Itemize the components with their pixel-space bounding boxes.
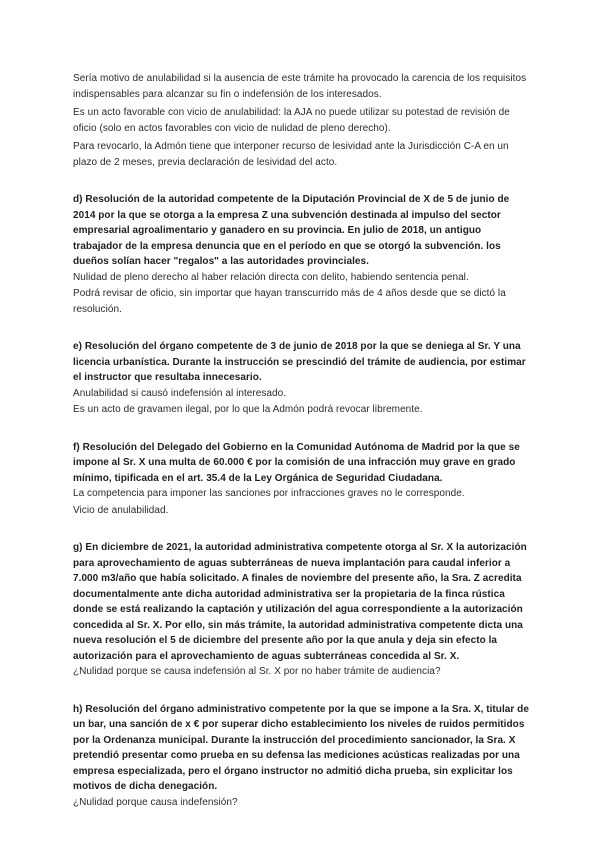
case-answer: Nulidad de pleno derecho al haber relación directa con delito, habiendo sentencia penal. xyxy=(73,271,469,283)
intro-paragraphs xyxy=(73,71,530,170)
case-answer: Es un acto de gravamen ilegal, por lo que la Admón podrá revocar libremente. xyxy=(73,404,423,415)
case-e xyxy=(73,339,530,418)
case-f xyxy=(73,440,530,519)
case-answer: Vicio de anulabilidad. xyxy=(73,504,169,516)
case-question: h) Resolución del órgano administrativo competente por la que se impone a la Sra. X, titular de un bar, una sanción de x € por superar dicho establecimiento los niveles de ruidos permitidos por la Ordenanza municipal. Durante la instrucción del procedimiento sancionador, la Sra. X pretendió presentar como prueba en su defensa las mediciones acústicas realizadas por una empresa especializada, pero el órgano instructor no admitió dicha prueba, sin explicitar los motivos de dicha denegación. xyxy=(73,703,529,792)
case-question: g) En diciembre de 2021, la autoridad administrativa competente otorga al Sr. X la autorización para aprovechamiento de aguas subterráneas de nueva implantación para caudal inferior a 7.000 m3/año que había solicitado. A finales de noviembre del presente año, la Sra. Z acredita documentalmente ante dicha autoridad administrativa ser la propietaria de la finca rústica donde se está realizando la captación y utilización del agua correspondiente a la autorización concedida al Sr. X. Por ello, sin más trámite, la autoridad administrativa competente dicta una nueva resolución el 5 de diciembre del presente año por la que anula y deja sin efecto la autorización para el aprovechamiento de aguas subterráneas concedida al Sr. X. xyxy=(73,542,527,662)
case-h xyxy=(73,702,530,811)
case-answer: Podrá revisar de oficio, sin importar que hayan transcurrido más de 4 años desde que se dictó la resolución. xyxy=(73,288,506,315)
intro-paragraph: Para revocarlo, la Admón tiene que interponer recurso de lesividad ante la Jurisdicción C-A en un plazo de 2 meses, previa declaración de lesividad del acto. xyxy=(73,141,509,168)
case-answer: La competencia para imponer las sanciones por infracciones graves no le corresponde. xyxy=(73,488,465,499)
case-g xyxy=(73,540,530,680)
case-answer: Anulabilidad si causó indefensión al interesado. xyxy=(73,387,287,399)
intro-paragraph: Sería motivo de anulabilidad si la ausencia de este trámite ha provocado la carencia de los requisitos indispensables para alcanzar su fin o indefensión de los interesados. xyxy=(73,73,527,100)
case-question: f) Resolución del Delegado del Gobierno en la Comunidad Autónoma de Madrid por la que se impone al Sr. X una multa de 60.000 € por la comisión de una infracción muy grave en grado mínimo, tipificada en el art. 35.4 de la Ley Orgánica de Seguridad Ciudadana. xyxy=(73,441,520,484)
case-answer: ¿Nulidad porque se causa indefensión al Sr. X por no haber trámite de audiencia? xyxy=(73,666,441,677)
intro-paragraph: Es un acto favorable con vicio de anulabilidad: la AJA no puede utilizar su potestad de revisión de oficio (solo en actos favorables con vicio de nulidad de pleno derecho). xyxy=(73,107,510,134)
case-answer: ¿Nulidad porque causa indefensión? xyxy=(73,796,238,808)
case-question: d) Resolución de la autoridad competente de la Diputación Provincial de X de 5 de junio de 2014 por la que se otorga a la empresa Z una subvención destinada al impulso del sector empresarial agroalimentario y ganadero en su provincia. En julio de 2018, un antiguo trabajador de la empresa denuncia que en el período en que se otorgó la subvención. los dueños solían hacer "regalos" a las autoridades provinciales. xyxy=(73,194,510,267)
case-d xyxy=(73,192,530,317)
case-question: e) Resolución del órgano competente de 3 de junio de 2018 por la que se deniega al Sr. Y una licencia urbanística. Durante la instrucción se prescindió del trámite de audiencia, por estimar el instructor que resultaba innecesario. xyxy=(73,341,526,383)
